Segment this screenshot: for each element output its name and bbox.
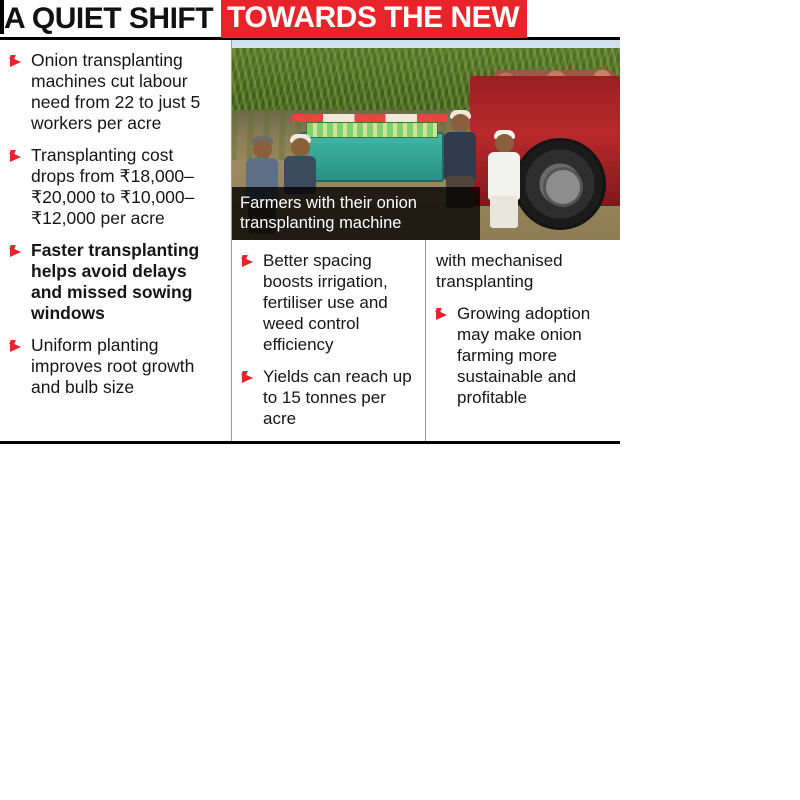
photo-farmers-onion-transplanting-machine: [232, 40, 620, 240]
arrow-bullet-icon: [10, 149, 25, 163]
photo-person-legs: [490, 196, 518, 228]
list-item-text: Yields can reach up to 15 tonnes per acre: [263, 367, 412, 428]
headline-text-primary: A QUIET SHIFT: [4, 1, 214, 35]
headline-text-highlight: TOWARDS THE NEW: [221, 0, 527, 38]
infographic-body: [0, 40, 620, 444]
column-left: [0, 40, 232, 441]
list-item: [10, 50, 221, 134]
arrow-bullet-icon: [10, 339, 25, 353]
list-item-text: Better spacing boosts irrigation, fertiliser use and weed control efficiency: [263, 251, 388, 354]
arrow-bullet-icon: [242, 254, 257, 268]
photo-tractor-wheel: [514, 138, 606, 230]
photo-person-torso: [444, 132, 476, 180]
column-right: [426, 240, 620, 441]
list-item: [242, 366, 415, 429]
list-item: [436, 303, 610, 408]
photo-person-head: [451, 114, 470, 133]
arrow-bullet-icon: [10, 54, 25, 68]
headline-bar: [0, 0, 620, 40]
list-item: [10, 240, 221, 324]
list-item-text: Growing adoption may make onion farming more sustainable and profitable: [457, 304, 591, 407]
list-item: [242, 250, 415, 355]
photo-person-head: [253, 140, 272, 159]
list-item-text: Uniform planting improves root growth and bulb size: [31, 335, 195, 397]
photo-person-head: [291, 138, 310, 157]
list-item: [10, 335, 221, 398]
photo-caption: Farmers with their onion transplanting machine: [232, 187, 480, 240]
photo-transplanting-machine: [300, 132, 444, 182]
continuation-text: with mechanised transplanting: [436, 251, 563, 291]
photo-person-torso: [488, 152, 520, 200]
list-item-text: Faster transplanting helps avoid delays and missed sowing windows: [31, 240, 200, 323]
infographic: [0, 0, 620, 444]
list-item-text: Transplanting cost drops from ₹18,000–₹20,000 to ₹10,000–₹12,000 per acre: [31, 145, 195, 228]
column-middle: [232, 240, 426, 441]
photo-person-head: [495, 134, 514, 153]
arrow-bullet-icon: [436, 307, 451, 321]
list-item: [10, 145, 221, 229]
arrow-bullet-icon: [242, 370, 257, 384]
column-right-group: [232, 40, 620, 441]
lower-columns: [232, 240, 620, 441]
photo-machine-canopy: [292, 114, 448, 122]
arrow-bullet-icon: [10, 244, 25, 258]
list-item-text: Onion transplanting machines cut labour need from 22 to just 5 workers per acre: [31, 50, 201, 133]
photo-person: [484, 134, 524, 226]
